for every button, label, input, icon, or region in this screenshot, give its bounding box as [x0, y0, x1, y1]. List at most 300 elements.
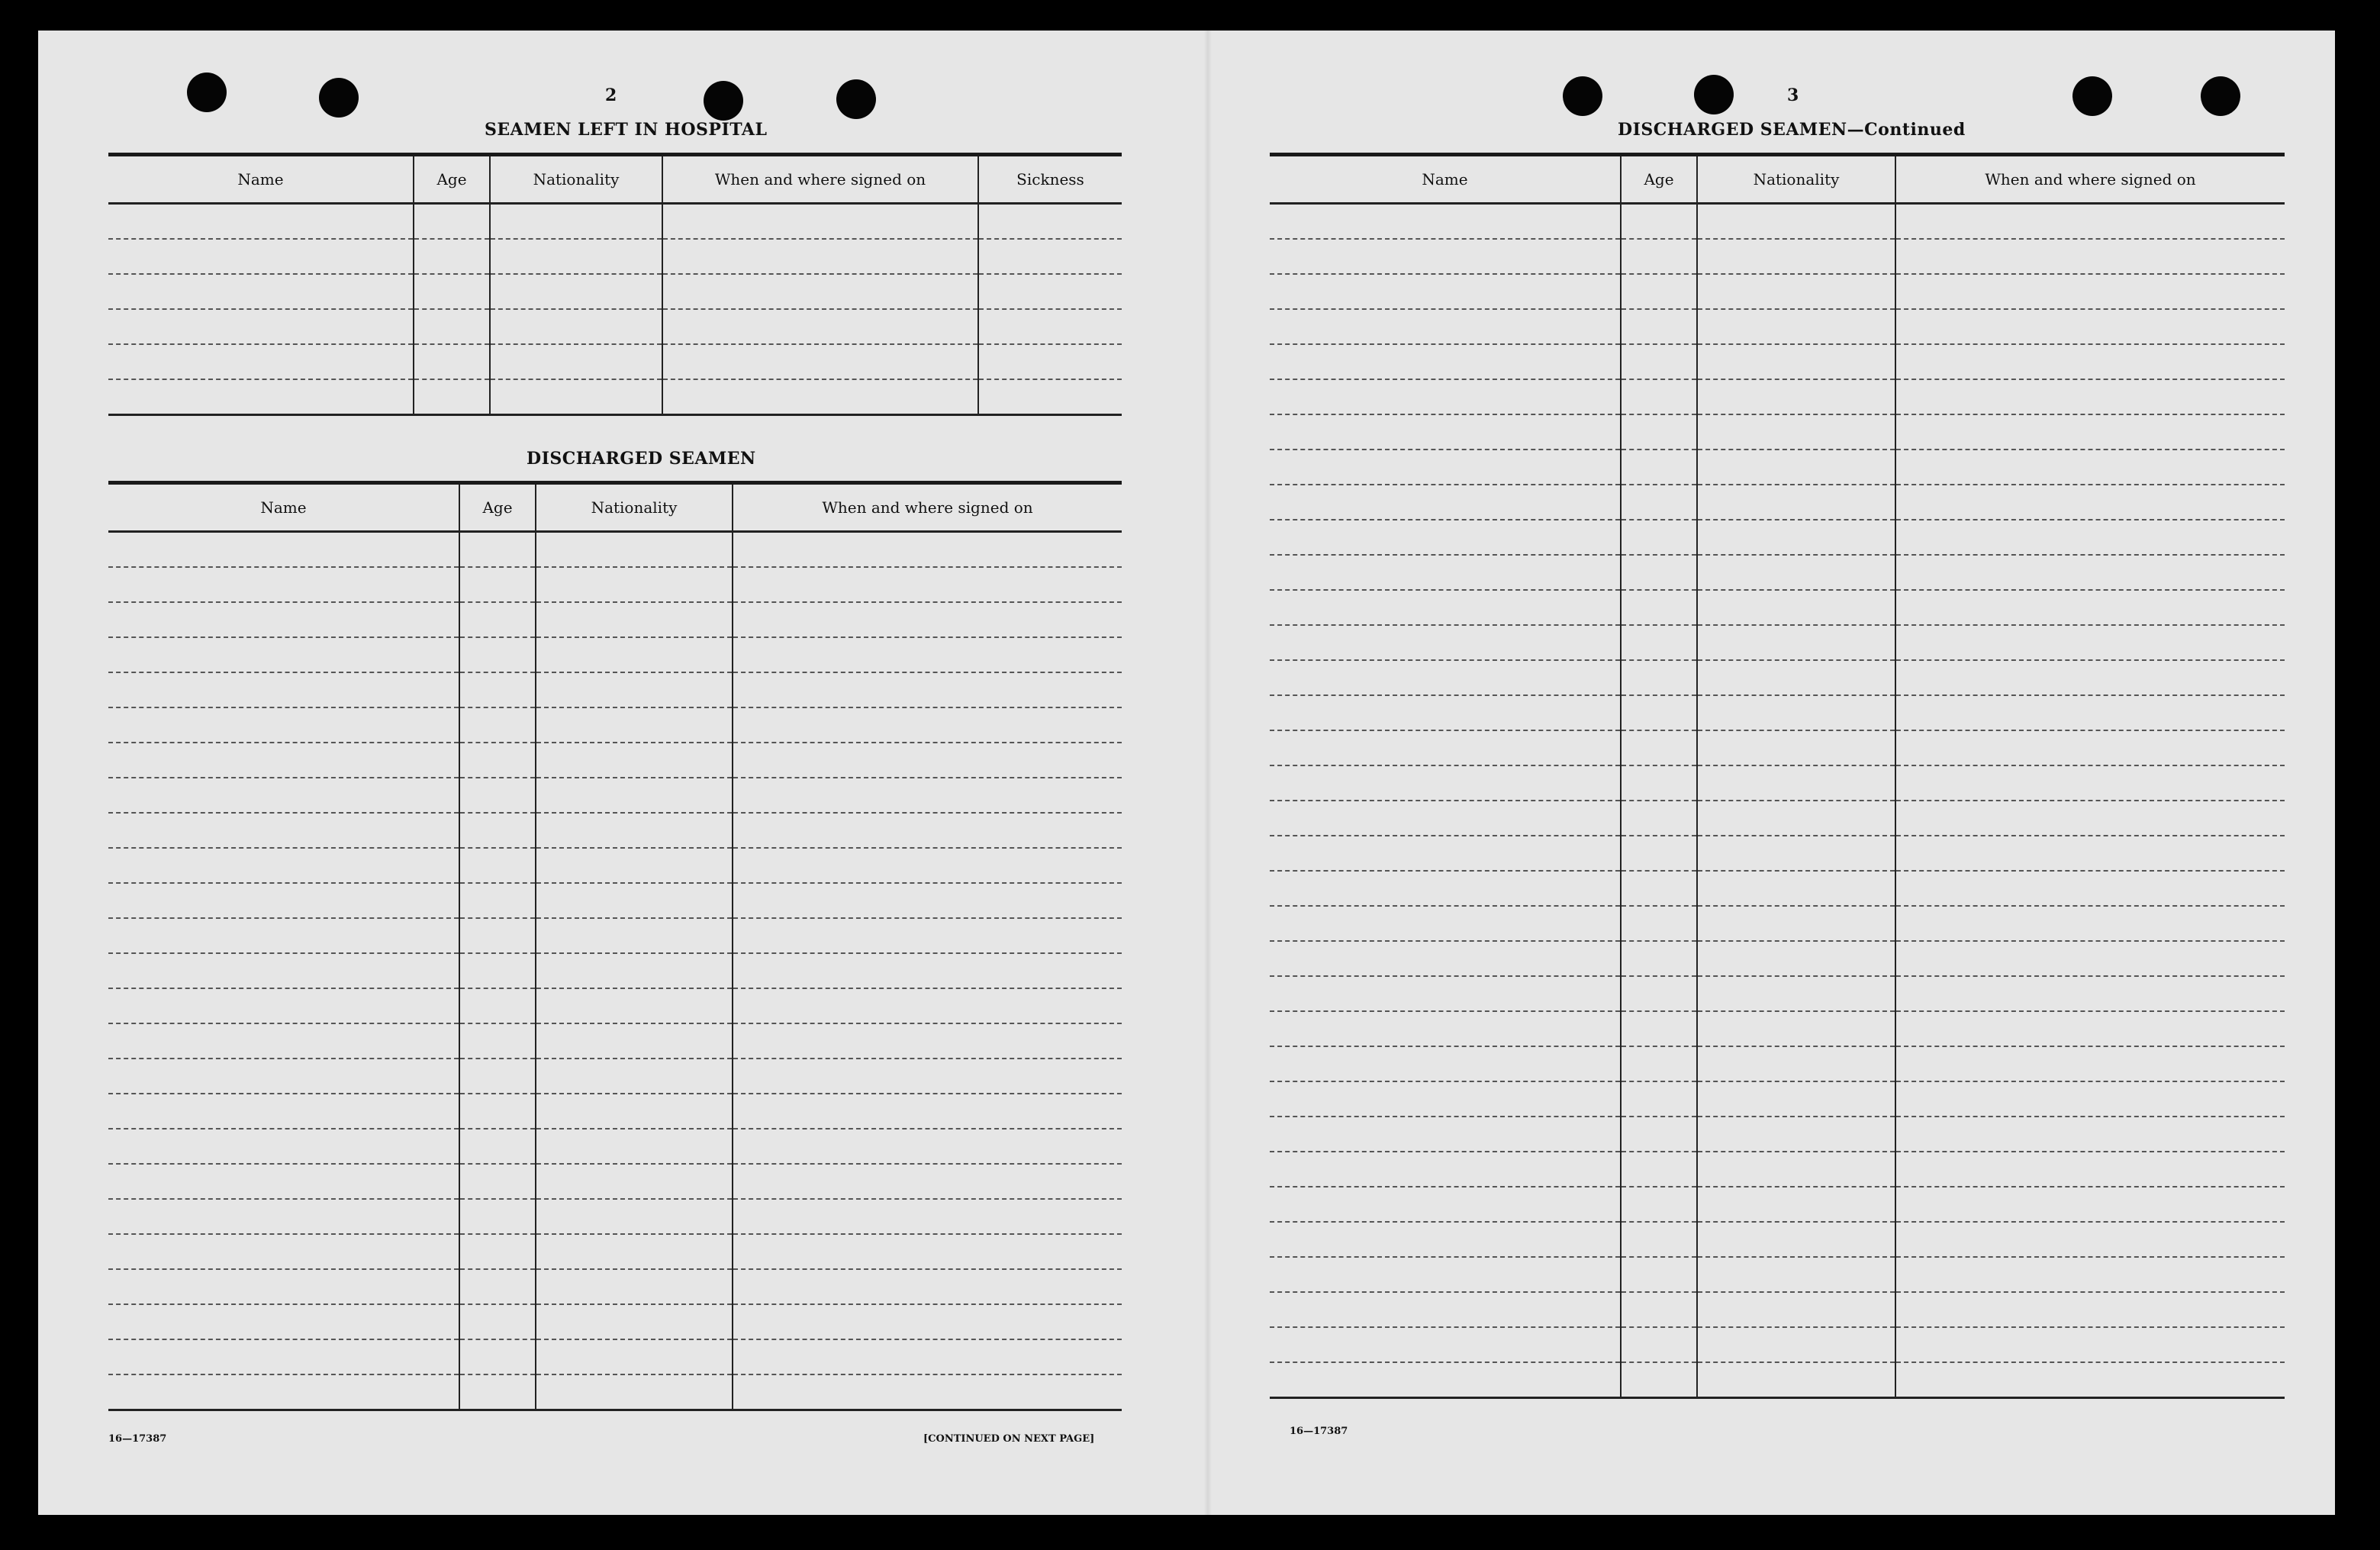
blank-cell: [536, 637, 733, 672]
blank-cell: [1270, 1187, 1621, 1222]
table-row: [108, 532, 1122, 568]
blank-cell: [1270, 1222, 1621, 1257]
blank-cell: [1895, 274, 2285, 309]
blank-cell: [1895, 1327, 2285, 1362]
table-row: [1270, 730, 2285, 765]
blank-cell: [536, 1164, 733, 1199]
blank-cell: [108, 1339, 459, 1374]
column-header: When and where signed on: [1895, 155, 2285, 204]
blank-cell: [108, 1234, 459, 1269]
blank-cell: [108, 602, 459, 637]
blank-cell: [1621, 450, 1697, 485]
blank-cell: [108, 239, 414, 274]
table-row: [1270, 239, 2285, 274]
blank-cell: [459, 1304, 536, 1339]
blank-cell: [536, 567, 733, 602]
blank-cell: [108, 309, 414, 344]
blank-cell: [1621, 695, 1697, 730]
blank-cell: [978, 344, 1122, 379]
blank-cell: [978, 204, 1122, 240]
blank-cell: [1697, 1222, 1895, 1257]
blank-cell: [662, 379, 978, 415]
blank-cell: [459, 637, 536, 672]
table-row: [1270, 590, 2285, 625]
table-row: [1270, 1187, 2285, 1222]
table-row: [1270, 1011, 2285, 1046]
blank-cell: [733, 1339, 1122, 1374]
blank-cell: [459, 1374, 536, 1410]
blank-cell: [1621, 1152, 1697, 1187]
blank-cell: [1697, 695, 1895, 730]
blank-cell: [459, 1023, 536, 1059]
blank-cell: [490, 274, 662, 309]
blank-cell: [1697, 450, 1895, 485]
blank-cell: [978, 309, 1122, 344]
blank-cell: [1697, 414, 1895, 450]
blank-cell: [1895, 414, 2285, 450]
blank-cell: [1697, 309, 1895, 344]
blank-cell: [1697, 1187, 1895, 1222]
column-header: Name: [108, 155, 414, 204]
blank-cell: [108, 1094, 459, 1129]
blank-cell: [1270, 379, 1621, 414]
blank-cell: [108, 988, 459, 1023]
blank-cell: [536, 1304, 733, 1339]
punch-hole: [319, 78, 359, 118]
blank-cell: [978, 274, 1122, 309]
table-row: [108, 848, 1122, 883]
blank-cell: [459, 988, 536, 1023]
blank-cell: [733, 743, 1122, 778]
blank-cell: [536, 918, 733, 953]
blank-cell: [536, 848, 733, 883]
blank-cell: [1621, 1117, 1697, 1152]
table-row: [1270, 801, 2285, 836]
blank-cell: [1621, 1046, 1697, 1081]
table-row: [108, 953, 1122, 988]
table-row: [108, 1023, 1122, 1059]
blank-cell: [1895, 1046, 2285, 1081]
blank-cell: [1895, 1081, 2285, 1117]
blank-cell: [1895, 1362, 2285, 1398]
blank-cell: [1895, 1152, 2285, 1187]
blank-cell: [1621, 204, 1697, 240]
blank-cell: [108, 1269, 459, 1304]
blank-cell: [490, 309, 662, 344]
blank-cell: [1621, 590, 1697, 625]
blank-cell: [1697, 1292, 1895, 1327]
blank-cell: [1697, 730, 1895, 765]
table-row: [108, 778, 1122, 813]
blank-cell: [733, 707, 1122, 743]
table-row: [108, 204, 1122, 240]
column-header: Age: [459, 483, 536, 532]
blank-cell: [1621, 836, 1697, 871]
blank-cell: [1895, 590, 2285, 625]
table-row: [1270, 1117, 2285, 1152]
blank-cell: [459, 778, 536, 813]
blank-cell: [1621, 1362, 1697, 1398]
blank-cell: [1621, 660, 1697, 695]
blank-cell: [733, 1094, 1122, 1129]
table-row: [1270, 309, 2285, 344]
blank-cell: [108, 379, 414, 415]
blank-cell: [1270, 941, 1621, 976]
punch-hole: [836, 79, 876, 119]
blank-cell: [414, 239, 490, 274]
blank-cell: [1270, 1292, 1621, 1327]
blank-cell: [1621, 1187, 1697, 1222]
blank-cell: [1697, 1011, 1895, 1046]
blank-cell: [536, 672, 733, 707]
blank-cell: [459, 1234, 536, 1269]
column-header: Sickness: [978, 155, 1122, 204]
table-row: [108, 707, 1122, 743]
blank-cell: [1270, 871, 1621, 906]
blank-cell: [536, 743, 733, 778]
punch-hole: [187, 73, 227, 112]
blank-cell: [1621, 555, 1697, 590]
blank-cell: [733, 988, 1122, 1023]
table-row: [108, 637, 1122, 672]
blank-cell: [1697, 941, 1895, 976]
blank-cell: [1697, 765, 1895, 801]
blank-cell: [733, 813, 1122, 848]
blank-cell: [733, 672, 1122, 707]
blank-cell: [536, 953, 733, 988]
blank-cell: [536, 532, 733, 568]
blank-cell: [662, 309, 978, 344]
blank-cell: [733, 883, 1122, 918]
table-row: [1270, 625, 2285, 660]
blank-cell: [1621, 1081, 1697, 1117]
page-number-left: 2: [605, 85, 617, 105]
blank-cell: [1697, 485, 1895, 520]
blank-cell: [108, 204, 414, 240]
blank-cell: [1270, 695, 1621, 730]
blank-cell: [1697, 1257, 1895, 1292]
blank-cell: [108, 848, 459, 883]
blank-cell: [1697, 836, 1895, 871]
table-row: [108, 309, 1122, 344]
blank-cell: [459, 1094, 536, 1129]
blank-cell: [1270, 309, 1621, 344]
blank-cell: [733, 1304, 1122, 1339]
blank-cell: [108, 532, 459, 568]
table-row: [1270, 941, 2285, 976]
table-row: [1270, 871, 2285, 906]
blank-cell: [1895, 379, 2285, 414]
blank-cell: [108, 918, 459, 953]
table-row: [108, 918, 1122, 953]
blank-cell: [536, 1059, 733, 1094]
blank-cell: [1895, 1117, 2285, 1152]
table-row: [108, 239, 1122, 274]
blank-cell: [459, 1199, 536, 1234]
blank-cell: [1697, 1046, 1895, 1081]
table-row: [108, 883, 1122, 918]
blank-cell: [108, 1199, 459, 1234]
blank-cell: [1895, 1187, 2285, 1222]
blank-cell: [662, 344, 978, 379]
column-header: When and where signed on: [733, 483, 1122, 532]
blank-cell: [1270, 485, 1621, 520]
blank-cell: [733, 953, 1122, 988]
blank-cell: [536, 883, 733, 918]
blank-cell: [536, 1269, 733, 1304]
blank-cell: [536, 1199, 733, 1234]
table-row: [1270, 450, 2285, 485]
blank-cell: [108, 567, 459, 602]
blank-cell: [1895, 344, 2285, 379]
blank-cell: [733, 1023, 1122, 1059]
blank-cell: [414, 379, 490, 415]
blank-cell: [1621, 765, 1697, 801]
blank-cell: [1697, 871, 1895, 906]
form-code-right: 16—17387: [1290, 1426, 1348, 1437]
table-row: [108, 1304, 1122, 1339]
blank-cell: [108, 344, 414, 379]
table-row: [108, 379, 1122, 415]
table-row: [108, 1269, 1122, 1304]
blank-cell: [490, 204, 662, 240]
blank-cell: [733, 1164, 1122, 1199]
blank-cell: [1270, 906, 1621, 941]
blank-cell: [1895, 765, 2285, 801]
table-row: [108, 1339, 1122, 1374]
column-header: Nationality: [1697, 155, 1895, 204]
blank-cell: [459, 672, 536, 707]
blank-cell: [536, 1094, 733, 1129]
blank-cell: [1621, 1222, 1697, 1257]
blank-cell: [1697, 379, 1895, 414]
table-row: [1270, 1081, 2285, 1117]
table-row: [1270, 520, 2285, 555]
blank-cell: [1621, 520, 1697, 555]
table-row: [108, 988, 1122, 1023]
blank-cell: [108, 1129, 459, 1164]
blank-cell: [1621, 414, 1697, 450]
column-header: Age: [414, 155, 490, 204]
blank-cell: [536, 1374, 733, 1410]
blank-cell: [733, 1199, 1122, 1234]
blank-cell: [1697, 1362, 1895, 1398]
blank-cell: [1895, 871, 2285, 906]
table-row: [108, 1199, 1122, 1234]
table-row: [108, 1164, 1122, 1199]
ledger-sheet: [38, 31, 2335, 1515]
blank-cell: [1895, 520, 2285, 555]
table-row: [1270, 344, 2285, 379]
blank-cell: [733, 567, 1122, 602]
blank-cell: [1621, 871, 1697, 906]
blank-cell: [1697, 660, 1895, 695]
blank-cell: [108, 707, 459, 743]
hospital-section-title: SEAMEN LEFT IN HOSPITAL: [485, 120, 768, 140]
blank-cell: [662, 239, 978, 274]
blank-cell: [1697, 625, 1895, 660]
blank-cell: [536, 1339, 733, 1374]
blank-cell: [108, 813, 459, 848]
blank-cell: [733, 1129, 1122, 1164]
blank-cell: [1895, 625, 2285, 660]
blank-cell: [1895, 450, 2285, 485]
blank-cell: [108, 883, 459, 918]
blank-cell: [1270, 765, 1621, 801]
blank-cell: [108, 1023, 459, 1059]
blank-cell: [1895, 801, 2285, 836]
table-row: [108, 1094, 1122, 1129]
blank-cell: [1621, 309, 1697, 344]
blank-cell: [1270, 274, 1621, 309]
blank-cell: [1270, 1152, 1621, 1187]
blank-cell: [733, 637, 1122, 672]
table-row: [108, 602, 1122, 637]
blank-cell: [1270, 1046, 1621, 1081]
table-row: [1270, 976, 2285, 1011]
table-row: [1270, 1152, 2285, 1187]
punch-hole: [1563, 76, 1602, 116]
blank-cell: [1270, 1327, 1621, 1362]
blank-cell: [1697, 1117, 1895, 1152]
blank-cell: [733, 1269, 1122, 1304]
column-header: Name: [1270, 155, 1621, 204]
blank-cell: [536, 813, 733, 848]
blank-cell: [1270, 1257, 1621, 1292]
blank-cell: [459, 1129, 536, 1164]
blank-cell: [1270, 1011, 1621, 1046]
blank-cell: [1697, 1152, 1895, 1187]
form-code-left: 16—17387: [108, 1433, 167, 1445]
table-row: [1270, 555, 2285, 590]
blank-cell: [108, 1374, 459, 1410]
blank-cell: [1697, 976, 1895, 1011]
page-number-right: 3: [1787, 85, 1799, 105]
blank-cell: [1697, 555, 1895, 590]
blank-cell: [733, 1059, 1122, 1094]
blank-cell: [1621, 1257, 1697, 1292]
column-header: When and where signed on: [662, 155, 978, 204]
table-row: [108, 813, 1122, 848]
table-row: [1270, 204, 2285, 240]
table-row: [1270, 1222, 2285, 1257]
table-row: [1270, 1292, 2285, 1327]
punch-hole: [2201, 76, 2240, 116]
blank-cell: [536, 1129, 733, 1164]
blank-cell: [662, 204, 978, 240]
blank-cell: [459, 1059, 536, 1094]
blank-cell: [733, 918, 1122, 953]
blank-cell: [459, 813, 536, 848]
blank-cell: [1697, 1081, 1895, 1117]
punch-hole: [1694, 75, 1734, 114]
table-row: [1270, 836, 2285, 871]
blank-cell: [108, 1304, 459, 1339]
blank-cell: [1895, 695, 2285, 730]
blank-cell: [459, 848, 536, 883]
table-row: [1270, 660, 2285, 695]
blank-cell: [536, 707, 733, 743]
blank-cell: [733, 1374, 1122, 1410]
blank-cell: [1895, 836, 2285, 871]
page-fold: [1204, 31, 1212, 1515]
blank-cell: [108, 274, 414, 309]
blank-cell: [1270, 625, 1621, 660]
blank-cell: [1270, 660, 1621, 695]
blank-cell: [490, 344, 662, 379]
blank-cell: [1621, 485, 1697, 520]
blank-cell: [1621, 344, 1697, 379]
blank-cell: [1895, 1011, 2285, 1046]
blank-cell: [1270, 555, 1621, 590]
table-row: [108, 672, 1122, 707]
blank-cell: [459, 532, 536, 568]
blank-cell: [1697, 239, 1895, 274]
blank-cell: [978, 239, 1122, 274]
blank-cell: [459, 707, 536, 743]
hospital-table: [108, 153, 1122, 416]
blank-cell: [490, 239, 662, 274]
blank-cell: [733, 602, 1122, 637]
table-row: [1270, 906, 2285, 941]
blank-cell: [459, 1339, 536, 1374]
blank-cell: [1621, 801, 1697, 836]
blank-cell: [1697, 520, 1895, 555]
blank-cell: [1895, 941, 2285, 976]
blank-cell: [536, 778, 733, 813]
discharged-continued-table: [1270, 153, 2285, 1399]
blank-cell: [1895, 309, 2285, 344]
table-row: [108, 274, 1122, 309]
blank-cell: [1697, 204, 1895, 240]
blank-cell: [108, 1059, 459, 1094]
column-header: Nationality: [490, 155, 662, 204]
blank-cell: [1270, 450, 1621, 485]
blank-cell: [108, 953, 459, 988]
blank-cell: [414, 309, 490, 344]
blank-cell: [1621, 941, 1697, 976]
table-row: [108, 1234, 1122, 1269]
discharged-continued-title: [1618, 120, 1966, 140]
blank-cell: [459, 883, 536, 918]
table-row: [1270, 414, 2285, 450]
blank-cell: [1621, 976, 1697, 1011]
column-header: Age: [1621, 155, 1697, 204]
blank-cell: [1697, 801, 1895, 836]
blank-cell: [1895, 1292, 2285, 1327]
blank-cell: [1895, 660, 2285, 695]
discharged-table: [108, 481, 1122, 1411]
continued-on-next-page: [CONTINUED ON NEXT PAGE]: [923, 1433, 1095, 1445]
blank-cell: [1270, 344, 1621, 379]
blank-cell: [1895, 1222, 2285, 1257]
blank-cell: [108, 778, 459, 813]
blank-cell: [1270, 520, 1621, 555]
blank-cell: [1621, 239, 1697, 274]
table-row: [1270, 1257, 2285, 1292]
table-row: [1270, 1046, 2285, 1081]
table-row: [1270, 1327, 2285, 1362]
blank-cell: [1895, 976, 2285, 1011]
blank-cell: [1621, 274, 1697, 309]
blank-cell: [536, 988, 733, 1023]
column-header: Name: [108, 483, 459, 532]
blank-cell: [1621, 1292, 1697, 1327]
blank-cell: [536, 602, 733, 637]
blank-cell: [1270, 239, 1621, 274]
discharged-section-title: DISCHARGED SEAMEN: [527, 449, 756, 469]
table-row: [108, 567, 1122, 602]
